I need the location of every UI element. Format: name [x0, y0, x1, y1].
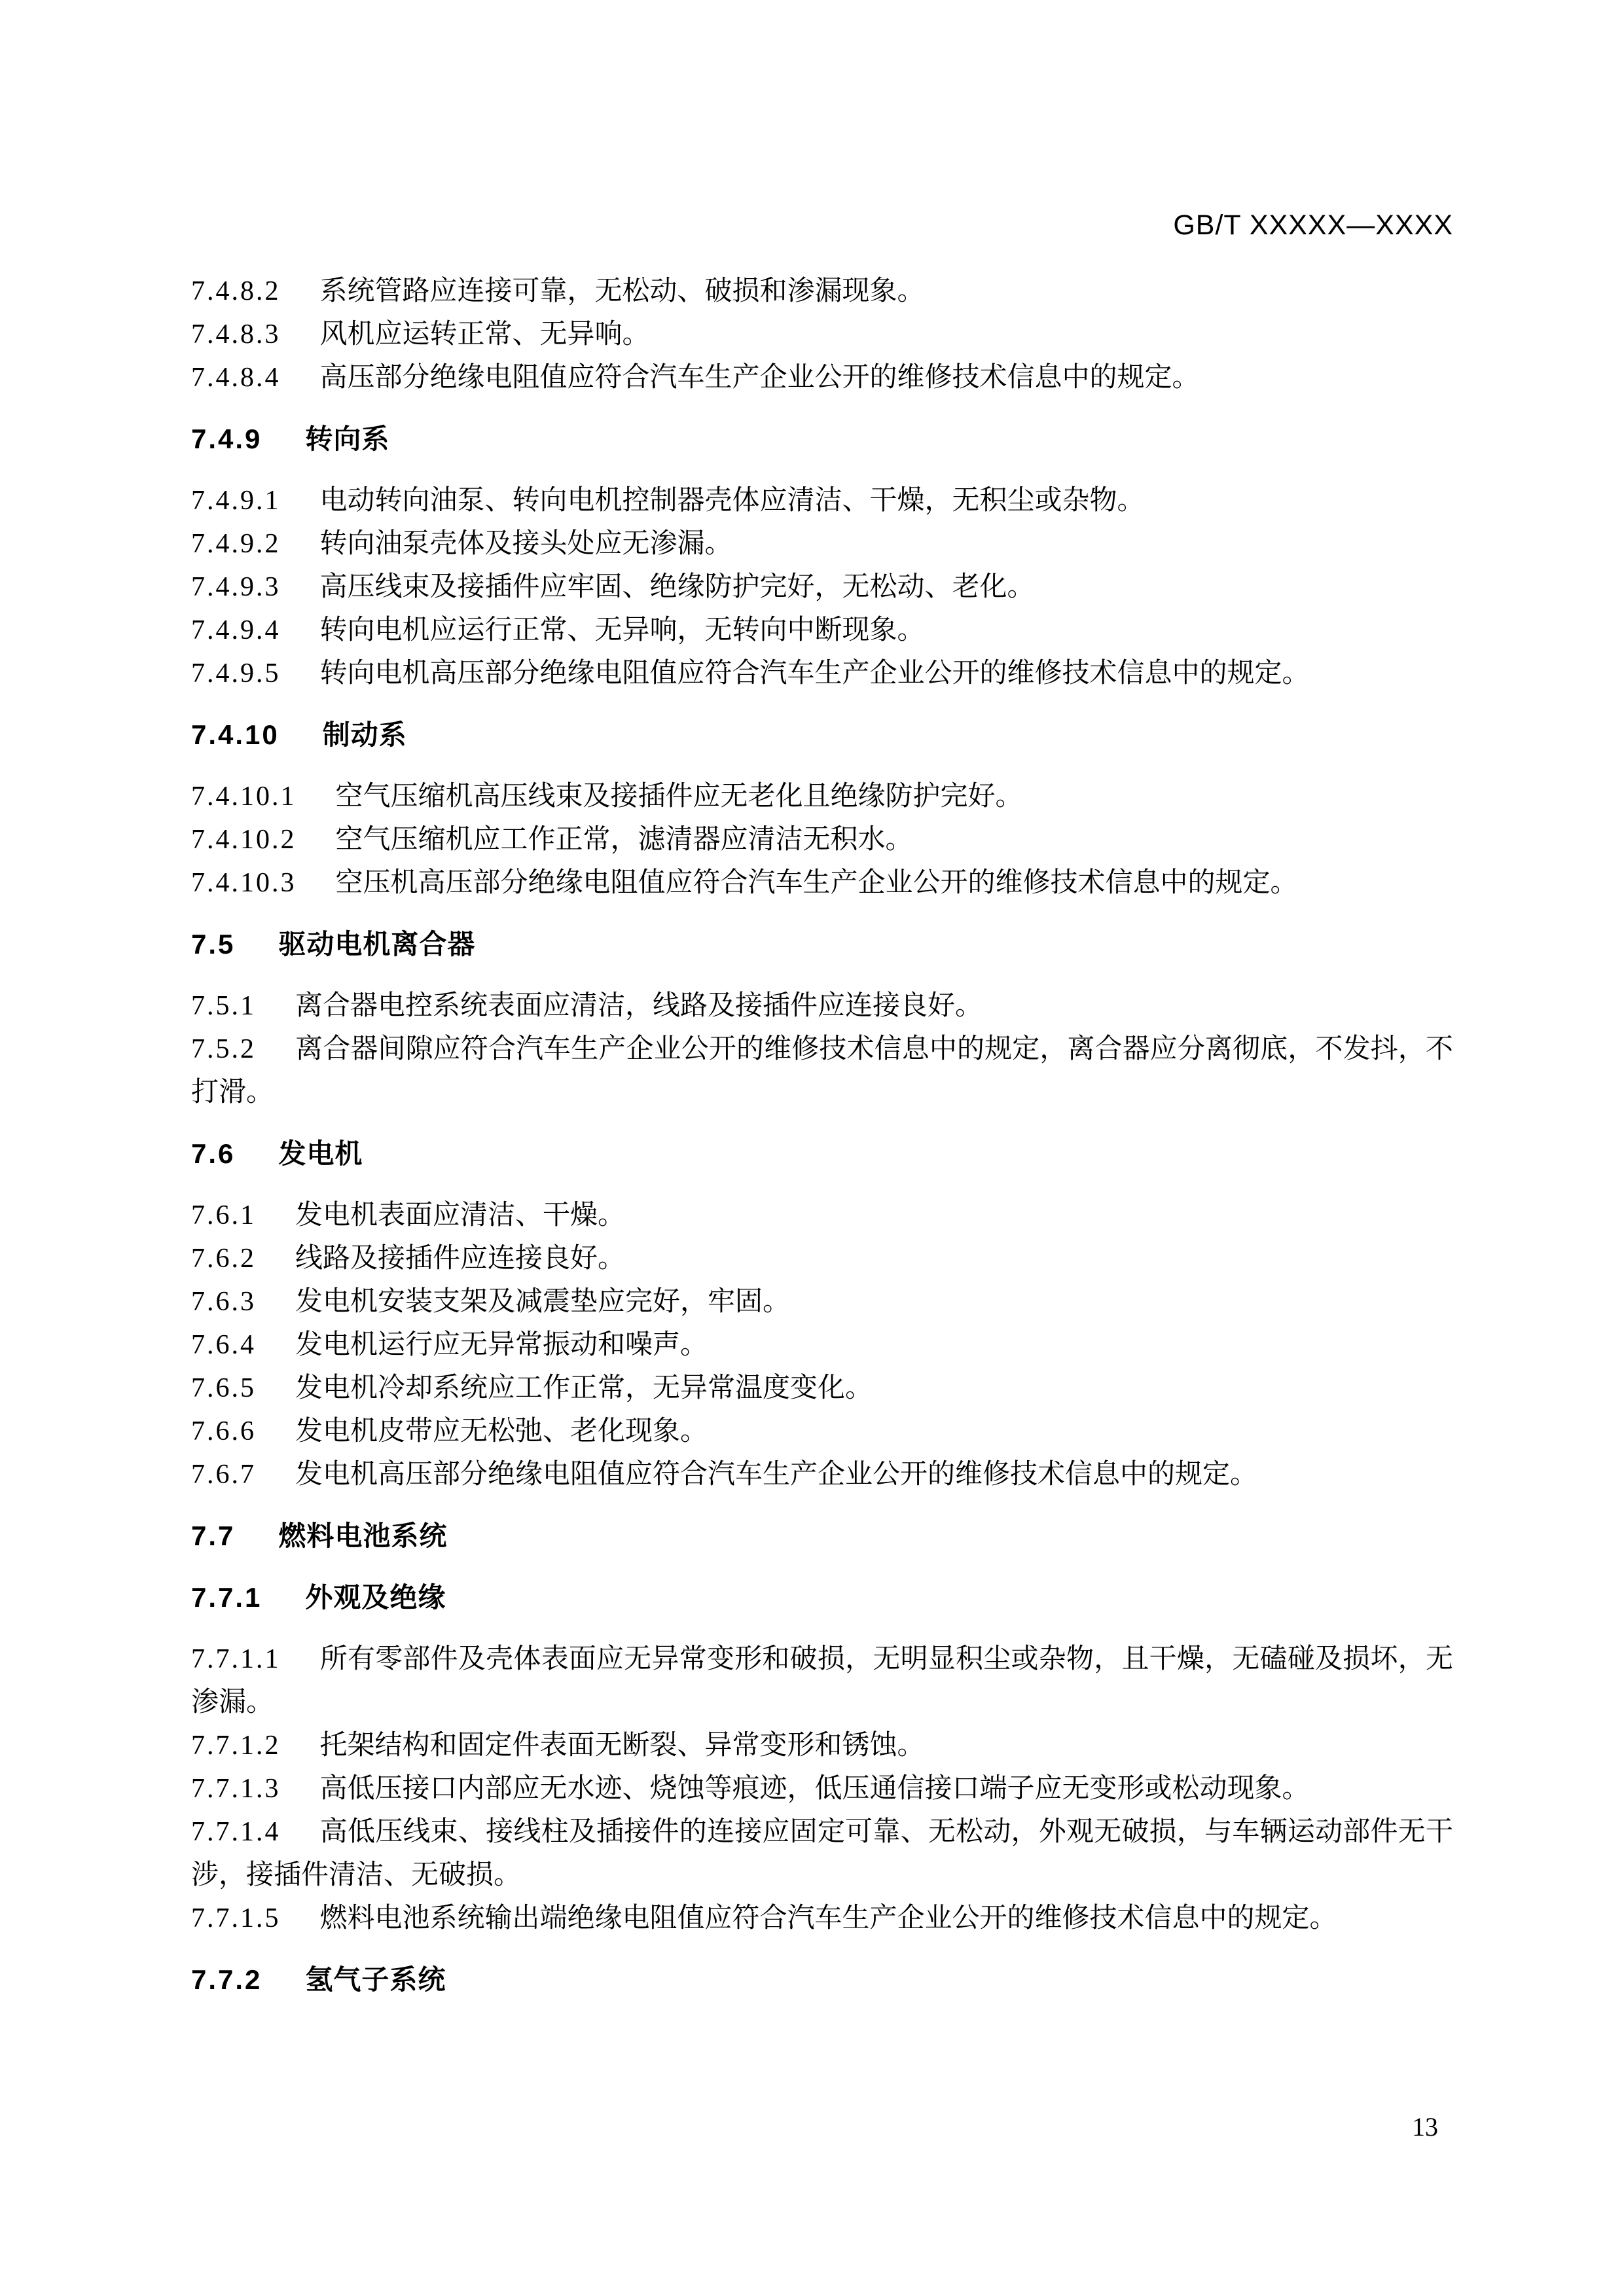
- clause-text: 风机应运转正常、无异响。: [319, 319, 650, 350]
- clause: [191, 313, 1453, 356]
- clause-number: 7.4.9.5: [191, 658, 281, 689]
- heading-text: 发电机: [278, 1138, 363, 1169]
- heading-text: 外观及绝缘: [305, 1582, 446, 1613]
- heading-text: 转向系: [305, 423, 390, 454]
- heading-text: 氢气子系统: [305, 1964, 446, 1995]
- clause-number: 7.4.9.2: [191, 529, 281, 559]
- clause-text: 转向电机高压部分绝缘电阻值应符合汽车生产企业公开的维修技术信息中的规定。: [319, 658, 1310, 689]
- clause: [191, 1028, 1453, 1114]
- section-heading: [191, 923, 1453, 966]
- heading-text: 燃料电池系统: [278, 1520, 448, 1551]
- section-heading: [191, 713, 1453, 757]
- clause-number: 7.6.2: [191, 1244, 256, 1274]
- clause-number: 7.7.1.3: [191, 1774, 281, 1804]
- heading-text: 驱动电机离合器: [278, 929, 476, 960]
- clause: [191, 1237, 1453, 1280]
- clause-number: 7.6: [191, 1138, 236, 1169]
- clause: [191, 356, 1453, 399]
- clause-text: 托架结构和固定件表面无断裂、异常变形和锈蚀。: [319, 1731, 925, 1761]
- clause-number: 7.6.6: [191, 1416, 256, 1446]
- clause: [191, 818, 1453, 861]
- clause-text: 空气压缩机高压线束及接插件应无老化且绝缘防护完好。: [335, 781, 1023, 812]
- clause-text: 高压线束及接插件应牢固、绝缘防护完好，无松动、老化。: [319, 572, 1035, 602]
- clause-number: 7.6.1: [191, 1200, 256, 1230]
- clause-number: 7.4.8.2: [191, 276, 281, 306]
- clause-text: 高低压线束、接线柱及插接件的连接应固定可靠、无松动，外观无破损，与车辆运动部件无干涉，接插件清洁、无破损。: [191, 1817, 1453, 1890]
- clause-number: 7.6.7: [191, 1460, 256, 1490]
- clause-text: 离合器电控系统表面应清洁，线路及接插件应连接良好。: [295, 991, 983, 1021]
- clause: [191, 1280, 1453, 1323]
- section-heading: [191, 1515, 1453, 1558]
- clause-text: 空气压缩机应工作正常，滤清器应清洁无积水。: [335, 825, 913, 855]
- clause-text: 燃料电池系统输出端绝缘电阻值应符合汽车生产企业公开的维修技术信息中的规定。: [319, 1903, 1337, 1933]
- clause-number: 7.7.1.1: [191, 1644, 281, 1674]
- clause-number: 7.4.8.4: [191, 363, 281, 393]
- clause: [191, 1810, 1453, 1897]
- clause-text: 电动转向油泵、转向电机控制器壳体应清洁、干燥，无积尘或杂物。: [319, 486, 1145, 516]
- clause-number: 7.7.1: [191, 1582, 262, 1613]
- clause: [191, 565, 1453, 609]
- clause-text: 系统管路应连接可靠，无松动、破损和渗漏现象。: [319, 276, 925, 306]
- clause-number: 7.7: [191, 1520, 236, 1551]
- clause: [191, 522, 1453, 565]
- section-heading: [191, 1132, 1453, 1175]
- clause-number: 7.6.4: [191, 1330, 256, 1360]
- clause: [191, 1767, 1453, 1810]
- clause-number: 7.7.1.5: [191, 1903, 281, 1933]
- clause-number: 7.7.1.4: [191, 1817, 281, 1847]
- clause: [191, 1638, 1453, 1724]
- clause-text: 空压机高压部分绝缘电阻值应符合汽车生产企业公开的维修技术信息中的规定。: [335, 868, 1298, 898]
- clause-text: 所有零部件及壳体表面应无异常变形和破损，无明显积尘或杂物，且干燥，无磕碰及损坏，无渗漏。: [191, 1644, 1453, 1717]
- clause: [191, 1897, 1453, 1940]
- section-heading: [191, 1576, 1453, 1619]
- clause: [191, 1410, 1453, 1453]
- clause-number: 7.4.9: [191, 423, 262, 454]
- clause-number: 7.5.1: [191, 991, 256, 1021]
- clause: [191, 270, 1453, 313]
- clause: [191, 1724, 1453, 1767]
- section-heading: [191, 1958, 1453, 2001]
- clause-text: 线路及接插件应连接良好。: [295, 1244, 626, 1274]
- clause-text: 发电机安装支架及减震垫应完好，牢固。: [295, 1287, 791, 1317]
- clause: [191, 1453, 1453, 1496]
- section-heading: [191, 418, 1453, 461]
- clause-text: 发电机皮带应无松弛、老化现象。: [295, 1416, 708, 1446]
- clause: [191, 1323, 1453, 1367]
- clause-text: 高压部分绝缘电阻值应符合汽车生产企业公开的维修技术信息中的规定。: [319, 363, 1200, 393]
- clause-number: 7.7.2: [191, 1964, 262, 1995]
- clause-number: 7.5.2: [191, 1034, 256, 1064]
- clause: [191, 1367, 1453, 1410]
- clause: [191, 861, 1453, 905]
- clause-text: 离合器间隙应符合汽车生产企业公开的维修技术信息中的规定，离合器应分离彻底，不发抖，不打滑。: [191, 1034, 1453, 1107]
- clause-number: 7.4.9.3: [191, 572, 281, 602]
- clause: [191, 479, 1453, 522]
- clause-text: 发电机高压部分绝缘电阻值应符合汽车生产企业公开的维修技术信息中的规定。: [295, 1460, 1258, 1490]
- clause-text: 转向电机应运行正常、无异响，无转向中断现象。: [319, 615, 925, 645]
- clause-text: 发电机运行应无异常振动和噪声。: [295, 1330, 708, 1360]
- clause-text: 转向油泵壳体及接头处应无渗漏。: [319, 529, 732, 559]
- clause-number: 7.6.5: [191, 1373, 256, 1403]
- clause-number: 7.4.9.1: [191, 486, 281, 516]
- clause-number: 7.4.10: [191, 719, 280, 750]
- clause-number: 7.6.3: [191, 1287, 256, 1317]
- clause-number: 7.4.9.4: [191, 615, 281, 645]
- clause: [191, 984, 1453, 1028]
- clause-text: 高低压接口内部应无水迹、烧蚀等痕迹，低压通信接口端子应无变形或松动现象。: [319, 1774, 1310, 1804]
- clause: [191, 775, 1453, 818]
- clause-number: 7.4.10.2: [191, 825, 297, 855]
- document-content: [191, 270, 1453, 2001]
- page-number: 13: [1412, 2112, 1438, 2142]
- clause-text: 发电机冷却系统应工作正常，无异常温度变化。: [295, 1373, 873, 1403]
- standard-code-header: GB/T XXXXX—XXXX: [1173, 209, 1453, 241]
- clause: [191, 1194, 1453, 1237]
- clause-number: 7.7.1.2: [191, 1731, 281, 1761]
- clause: [191, 652, 1453, 695]
- clause-text: 发电机表面应清洁、干燥。: [295, 1200, 626, 1230]
- clause-number: 7.4.10.1: [191, 781, 297, 812]
- clause-number: 7.5: [191, 929, 236, 960]
- clause-number: 7.4.10.3: [191, 868, 297, 898]
- clause-number: 7.4.8.3: [191, 319, 281, 350]
- heading-text: 制动系: [322, 719, 407, 750]
- clause: [191, 609, 1453, 652]
